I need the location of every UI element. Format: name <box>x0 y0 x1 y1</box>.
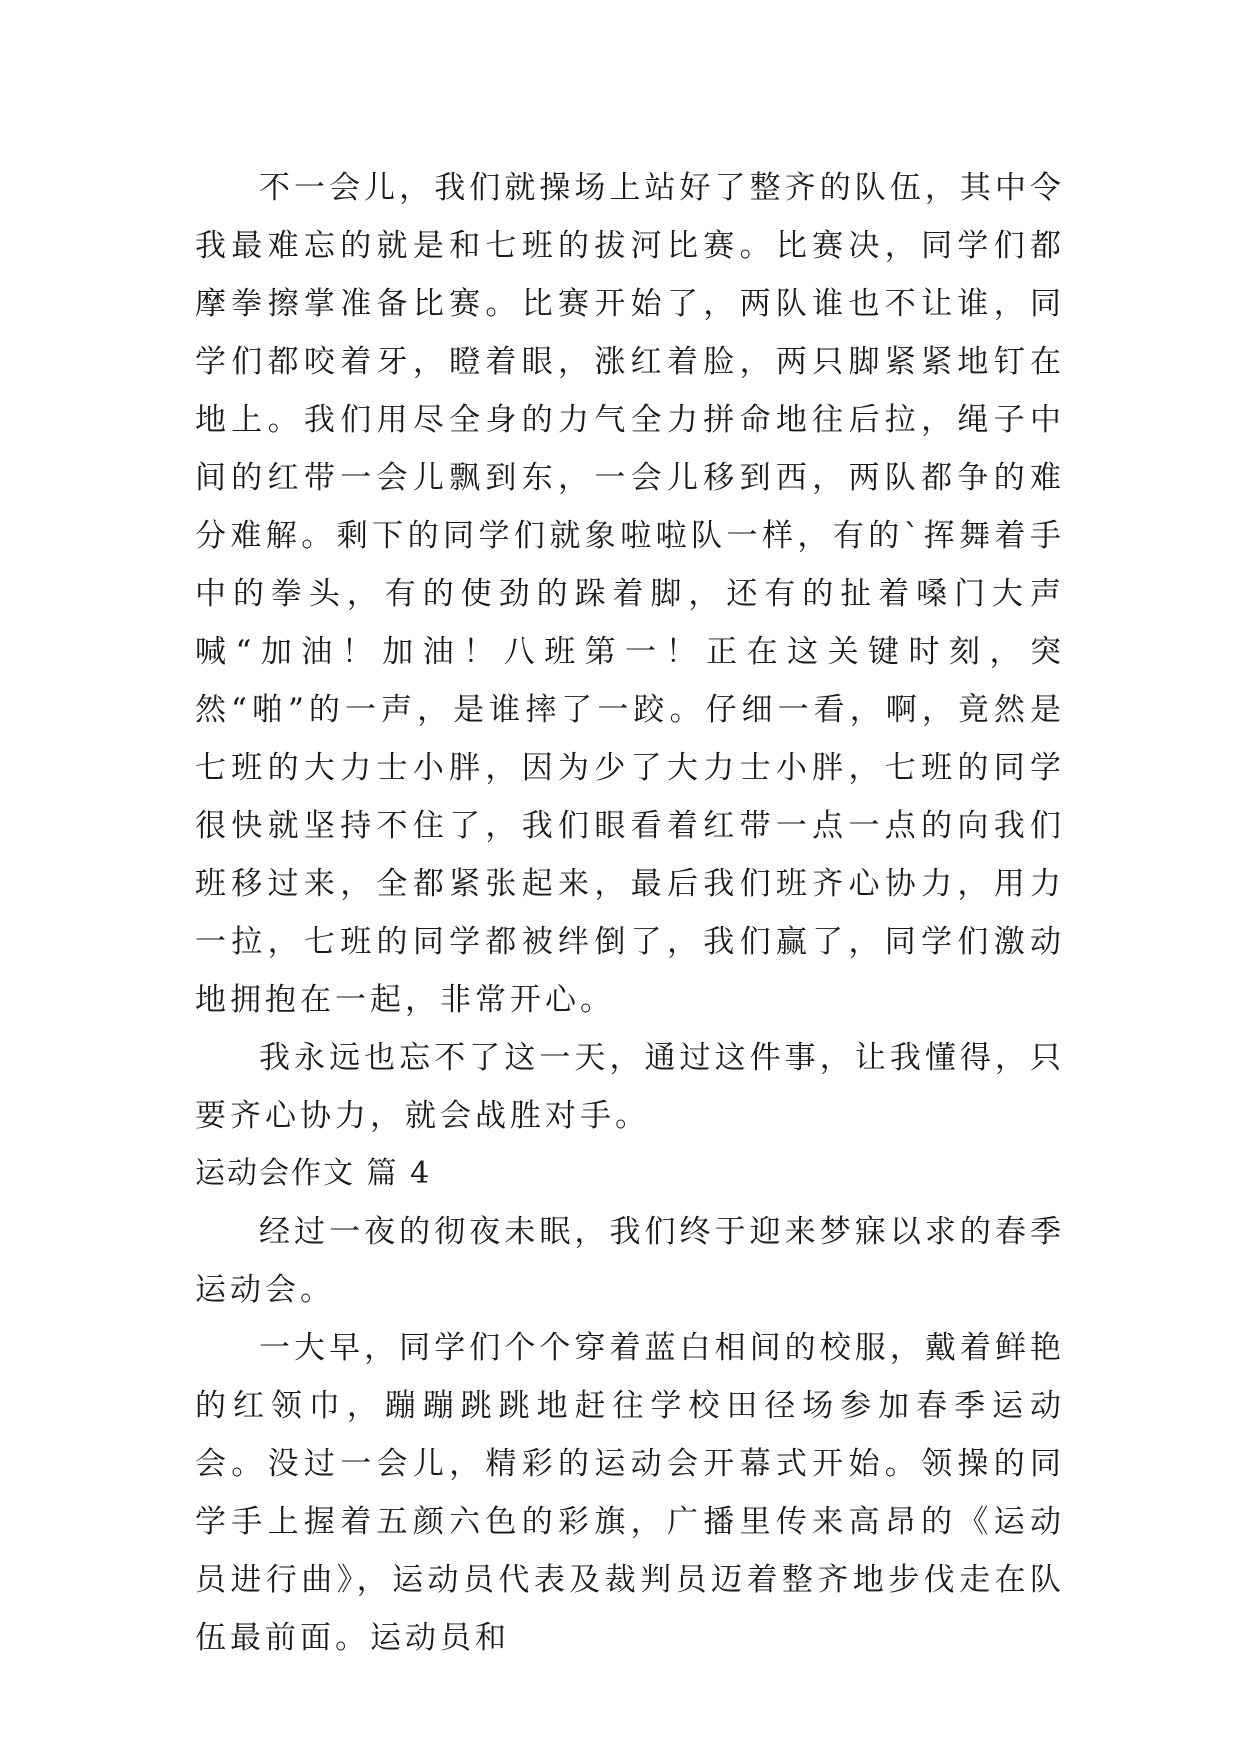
paragraph-opening-ceremony: 一大早，同学们个个穿着蓝白相间的校服，戴着鲜艳的红领巾，蹦蹦跳跳地赶往学校田径场参加春季运动会。没过一会儿，精彩的运动会开幕式开始。领操的同学手上握着五颜六色的彩旗，广播里传来高昂的《运动员进行曲》，运动员代表及裁判员迈着整齐地步伐走在队伍最前面。运动员和 <box>195 1330 1065 1656</box>
paragraph-tug-of-war: 不一会儿，我们就操场上站好了整齐的队伍，其中令我最难忘的就是和七班的拔河比赛。比赛决，同学们都摩拳擦掌准备比赛。比赛开始了，两队谁也不让谁，同学们都咬着牙，瞪着眼，涨红着脸，两只脚紧紧地钉在地上。我们用尽全身的力气全力拼命地往后拉，绳子中间的红带一会儿飘到东，一会儿移到西，两队都争的难分难解。剩下的同学们就象啦啦队一样，有的`挥舞着手中的拳头，有的使劲的跺着脚，还有的扯着嗓门大声喊“加油！加油！八班第一！正在这关键时刻，突然“啪”的一声，是谁摔了一跤。仔细一看，啊，竟然是七班的大力士小胖，因为少了大力士小胖，七班的同学很快就坚持不住了，我们眼看着红带一点一点的向我们班移过来，全都紧张起来，最后我们班齐心协力，用力一拉，七班的同学都被绊倒了，我们赢了，同学们激动地拥抱在一起，非常开心。 <box>195 170 1065 1018</box>
article-body <box>195 159 1065 1667</box>
paragraph-conclusion: 我永远也忘不了这一天，通过这件事，让我懂得，只要齐心协力，就会战胜对手。 <box>195 1040 1065 1134</box>
paragraph-intro: 经过一夜的彻夜未眠，我们终于迎来梦寐以求的春季运动会。 <box>195 1214 1065 1308</box>
section-heading: 运动会作文 篇 4 <box>195 1156 432 1191</box>
